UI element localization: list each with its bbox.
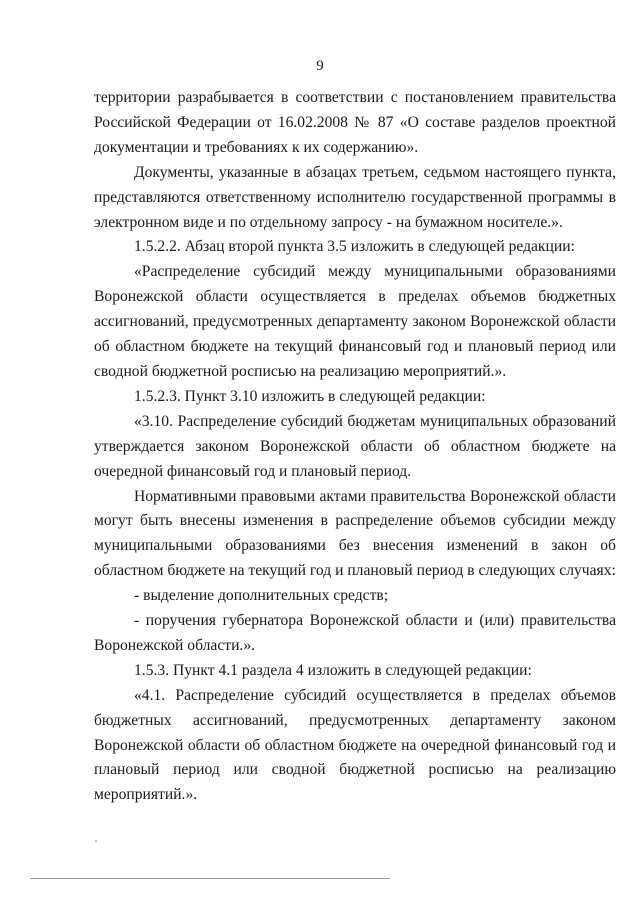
scan-speck (95, 840, 97, 842)
page-number: 9 (316, 58, 324, 74)
list-item-additional-funds: - выделение дополнительных средств; (134, 587, 389, 605)
paragraph-normative-acts: Нормативными правовыми актами правительства Воронежской области могут быть внесены изменения в распределение объемов субсидии между муниципальными образованиями без внесения изменений в закон об областном бюджете на текущий год и плановый период в следующих случаях: (94, 487, 616, 580)
list-item-governor-instructions: - поручения губернатора Воронежской области и (или) правительства Воронежской области.». (94, 612, 616, 654)
paragraph-continuation: территории разрабывается в соответствии с постановлением правительства Российской Федерации от 16.02.2008 № 87 «О составе разделов проектной документации и требованиях к их содержанию». (94, 89, 616, 156)
paragraph-3-10: «3.10. Распределение субсидий бюджетам муниципальных образований утверждается законом Воронежской области об областном бюджете на очередной финансовый год и плановый период. (94, 412, 616, 480)
document-body (94, 86, 616, 808)
paragraph-1-5-2-3: 1.5.2.3. Пункт 3.10 изложить в следующей редакции: (134, 387, 486, 405)
paragraph-subsidy-distribution: «Распределение субсидий между муниципальными образованиями Воронежской области осуществляется в пределах объемов бюджетных ассигнований, предусмотренных департаменту законом Воронежской области об областном бюджете на текущий финансовый год и плановый период или сводной бюджетной росписью на реализацию мероприятий.». (94, 263, 616, 380)
paragraph-4-1: «4.1. Распределение субсидий осуществляется в пределах объемов бюджетных ассигнований, предусмотренных департаменту законом Воронежской области об областном бюджете на очередной финансовый год и плановый период или сводной бюджетной росписью на реализацию мероприятий.». (94, 686, 616, 804)
footer-rule (30, 878, 390, 879)
paragraph-documents: Документы, указанные в абзацах третьем, седьмом настоящего пункта, представляются ответственному исполнителю государственной программы в электронном виде и по отдельному запросу - на бумажном носителе.». (94, 163, 616, 231)
paragraph-1-5-2-2: 1.5.2.2. Абзац второй пункта 3.5 изложить в следующей редакции: (134, 238, 575, 256)
paragraph-1-5-3: 1.5.3. Пункт 4.1 раздела 4 изложить в следующей редакции: (134, 661, 532, 679)
